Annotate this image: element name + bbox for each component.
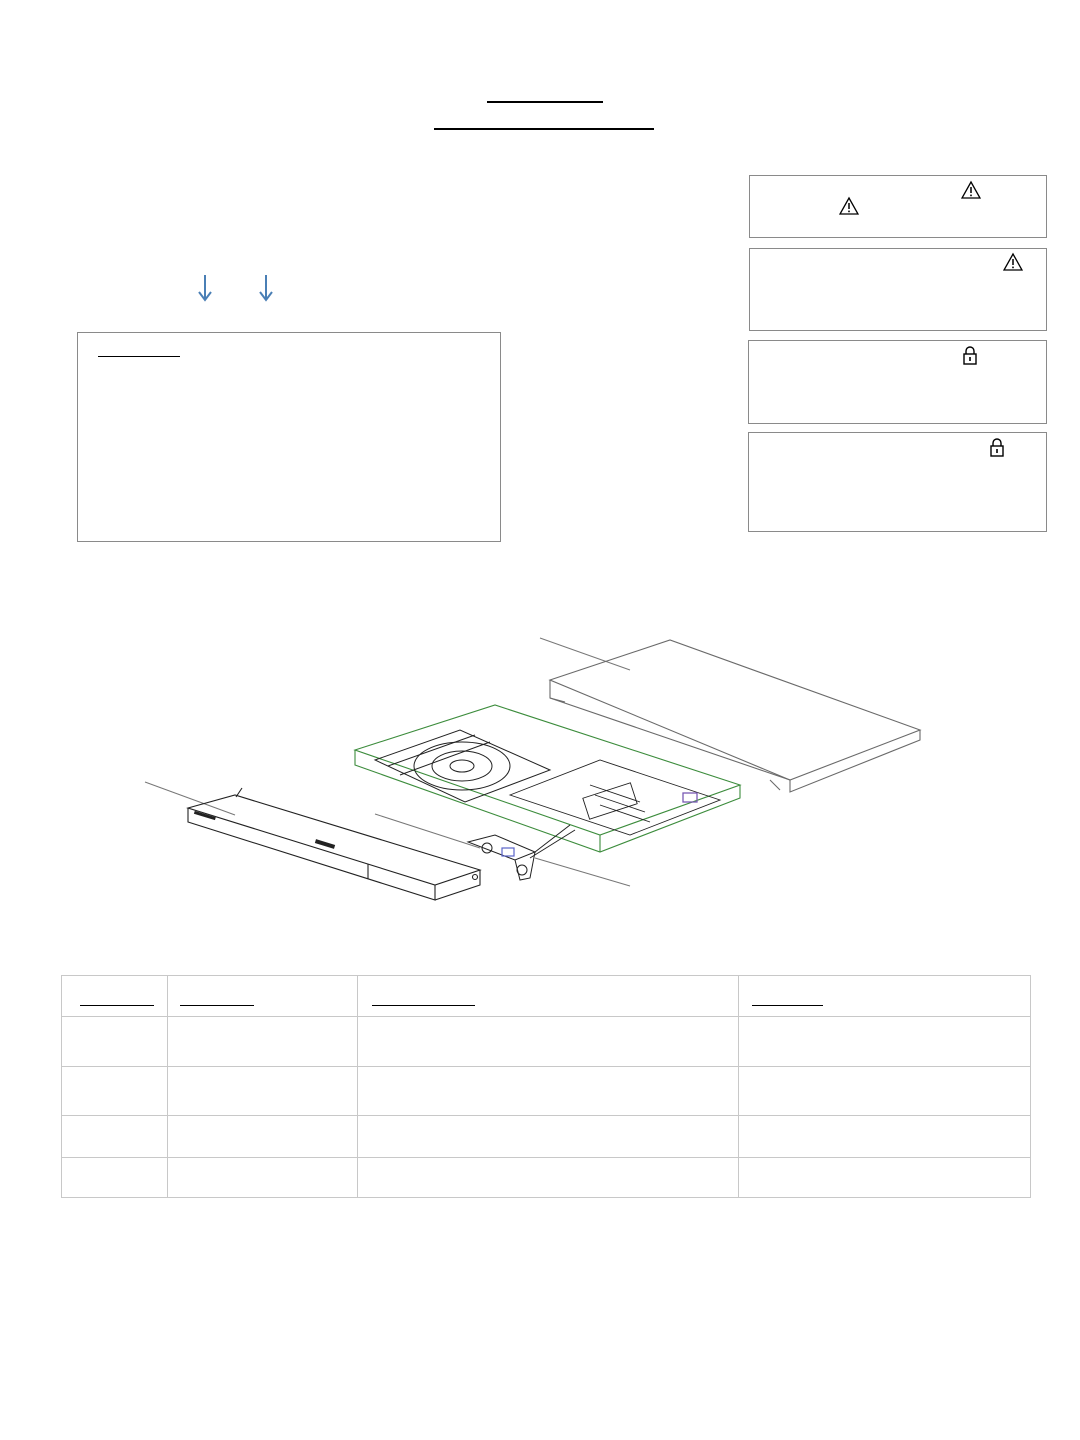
lock-icon — [960, 345, 980, 365]
table-row — [62, 1116, 1031, 1158]
table-header-cell — [168, 976, 358, 1017]
table-cell — [62, 1158, 168, 1198]
warning-triangle-icon — [839, 196, 859, 216]
callout-line-top-cover — [540, 638, 630, 670]
bracket-highlight — [502, 848, 514, 856]
table-cell — [62, 1017, 168, 1067]
table-row — [62, 1158, 1031, 1198]
parts-table — [61, 975, 1031, 1198]
front-board-bracket — [468, 825, 575, 880]
arrow-down-icon — [197, 273, 213, 303]
caution-note-2 — [749, 248, 1047, 331]
table-cell — [168, 1158, 358, 1198]
table-header-cell — [62, 976, 168, 1017]
table-cell — [739, 1158, 1031, 1198]
title-underline-2 — [434, 128, 654, 130]
table-cell — [358, 1158, 739, 1198]
table-header-cell — [358, 976, 739, 1017]
table-header-cell — [739, 976, 1031, 1017]
info-box-heading-underline — [98, 356, 180, 357]
main-board — [510, 760, 720, 835]
table-cell — [62, 1067, 168, 1116]
table-header-row — [62, 976, 1031, 1017]
table-cell — [739, 1067, 1031, 1116]
title-underline-1 — [487, 101, 603, 103]
info-box — [77, 332, 501, 542]
table-cell — [62, 1116, 168, 1158]
lock-note-1 — [748, 340, 1047, 424]
warning-triangle-icon — [1003, 252, 1023, 272]
table-cell — [358, 1067, 739, 1116]
table-row — [62, 1017, 1031, 1067]
table-cell — [739, 1116, 1031, 1158]
warning-triangle-icon — [961, 180, 981, 200]
table-cell — [358, 1017, 739, 1067]
lock-icon — [987, 437, 1007, 457]
table-cell — [168, 1116, 358, 1158]
table-cell — [739, 1017, 1031, 1067]
lock-note-2 — [748, 432, 1047, 532]
front-panel — [188, 788, 480, 900]
caution-note-1 — [749, 175, 1047, 238]
exploded-view-diagram — [130, 630, 930, 930]
arrow-down-icon — [258, 273, 274, 303]
chassis — [355, 705, 740, 852]
top-cover — [550, 640, 920, 792]
table-cell — [168, 1017, 358, 1067]
table-cell — [168, 1067, 358, 1116]
callout-line-chassis — [535, 858, 630, 886]
table-cell — [358, 1116, 739, 1158]
table-row — [62, 1067, 1031, 1116]
